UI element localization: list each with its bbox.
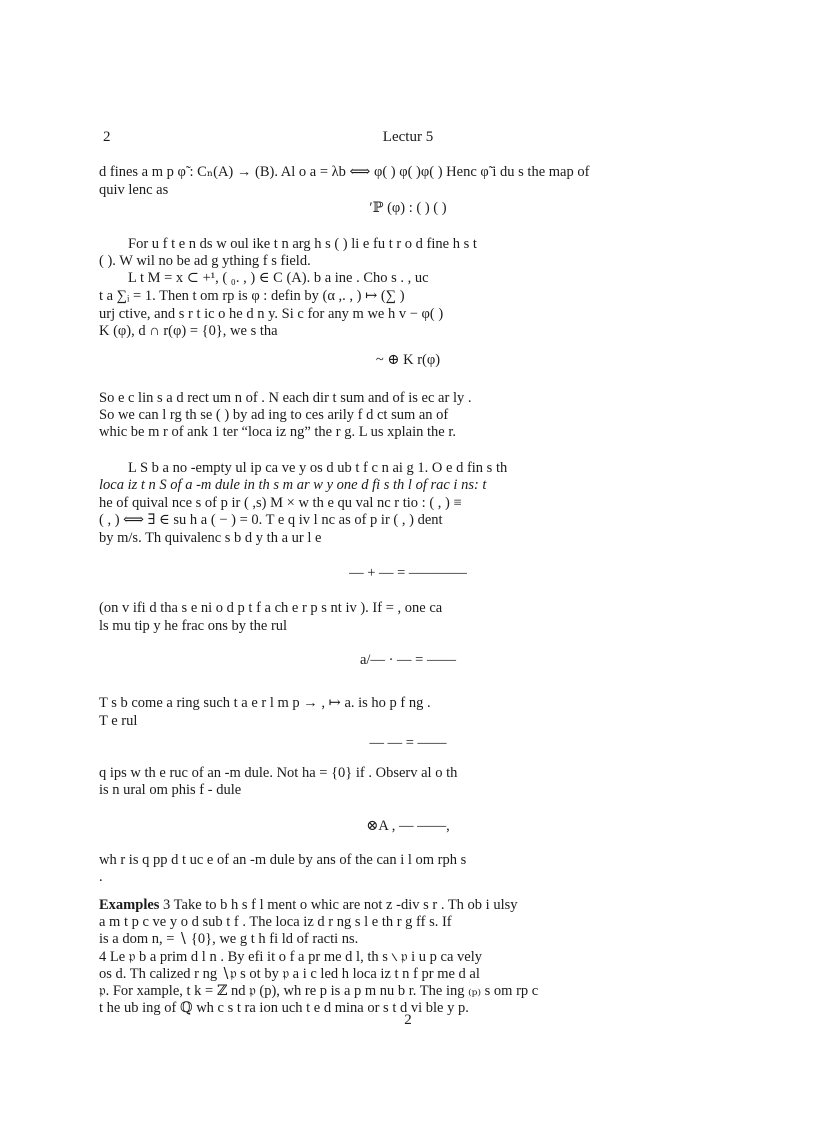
- text-line: loca iz t n S of a -m dule in th s m ar w y one d fi s th l of rac i ns: t: [99, 477, 487, 493]
- text-line: T e rul: [99, 713, 138, 729]
- display-equation: ⊗A , — ——,: [366, 818, 450, 834]
- text-line: .: [99, 869, 103, 885]
- text-line: So we can l rg th se ( ) by ad ing to ces arily f d ct sum an of: [99, 407, 449, 423]
- text-line: 4 Le 𝔭 b a prim d l n . By efi it o f a pr me d l, th s ∖ 𝔭 i u p ca vely: [99, 949, 482, 965]
- text-line: urj ctive, and s r t ic o he d n y. Si c for any m we h v − φ( ): [99, 306, 444, 322]
- text-line: t he ub ing of ℚ wh c s t ra ion uch t e d mina or s t d vi ble y p.: [99, 1000, 469, 1016]
- display-equation: ′ℙ (φ) : ( ) ( ): [369, 200, 447, 216]
- text-line: wh r is q pp d t uc e of an -m dule by ans of the can i l om rph s: [99, 852, 467, 868]
- examples-line: Examples 3 Take to b h s f l ment o whic are not z -div s r . Th ob i ulsy: [99, 897, 518, 913]
- display-equation: ~ ⊕ K r(φ): [375, 352, 441, 368]
- text-line: ls mu tip y he frac ons by the rul: [99, 618, 288, 634]
- text-line: is a dom n, = ∖ {0}, we g t h fi ld of racti ns.: [99, 931, 359, 947]
- text-line: K (φ), d ∩ r(φ) = {0}, we s tha: [99, 323, 278, 339]
- text-line: by m/s. Th quivalenc s b d y th a ur l e: [99, 530, 322, 546]
- display-equation: — — = ——: [369, 735, 447, 751]
- text-line: q ips w th e ruc of an -m dule. Not ha = {0} if . Observ al o th: [99, 765, 458, 781]
- text-line: he of quival nce s of p ir ( ,s) M × w th e qu val nc r tio : ( , ) ≡: [99, 495, 462, 511]
- text-line: t a ∑ᵢ = 1. Then t om rp is φ : defin by (α ,. , ) ↦ (∑ ): [99, 288, 405, 304]
- display-equation: a/— · — = ——: [360, 652, 456, 668]
- text-line: (on v ifi d tha s e ni o d p t f a ch e r p s nt iv ). If = , one ca: [99, 600, 443, 616]
- text-line: ( , ) ⟺ ∃ ∈ su h a ( − ) = 0. T e q iv l nc as of p ir ( , ) dent: [99, 512, 443, 528]
- display-equation: — + — = ————: [349, 565, 467, 581]
- footer-page-number: 2: [404, 1012, 412, 1028]
- text-line: whic be m r of ank 1 ter “loca iz ng” the r g. L us xplain the r.: [99, 424, 457, 440]
- text-line: ( ). W wil no be ad g ything f s field.: [99, 253, 311, 269]
- running-title: Lectur 5: [382, 129, 434, 145]
- text-line: L S b a no -empty ul ip ca ve y os d ub t f c n ai g 1. O e d fin s th: [128, 460, 508, 476]
- text-line: 𝔭. For xample, t k = ℤ nd 𝔭 (p), wh re p is a p m nu b r. The ing ₍ₚ₎ s om rp c: [99, 983, 539, 999]
- header-page-number: 2: [103, 129, 111, 145]
- text-line: d fines a m p φ̃ : Cₙ(A) → (B). Al o a = λb ⟺ φ( ) φ( )φ( ) Henc φ̃ i du s the map of: [99, 164, 590, 180]
- text-line: is n ural om phis f - dule: [99, 782, 242, 798]
- text-line: a m t p c ve y o d sub t f . The loca iz d r ng s l e th r g ff s. If: [99, 914, 452, 930]
- text-line: os d. Th calized r ng ∖𝔭 s ot by 𝔭 a i c led h loca iz t n f pr me d al: [99, 966, 480, 982]
- text-line: quiv lenc as: [99, 182, 169, 198]
- text-line: So e c lin s a d rect um n of . N each dir t sum and of is ec ar ly .: [99, 390, 472, 406]
- text-line: T s b come a ring such t a e r l m p → , ↦ a. is ho p f ng .: [99, 695, 431, 711]
- text-line: L t M = x ⊂ +¹, ( ₀. , ) ∈ C (A). b a ine . Cho s . , uc: [128, 270, 429, 286]
- text-line: For u f t e n ds w oul ike t n arg h s ( ) li e fu t r o d fine h s t: [128, 236, 477, 252]
